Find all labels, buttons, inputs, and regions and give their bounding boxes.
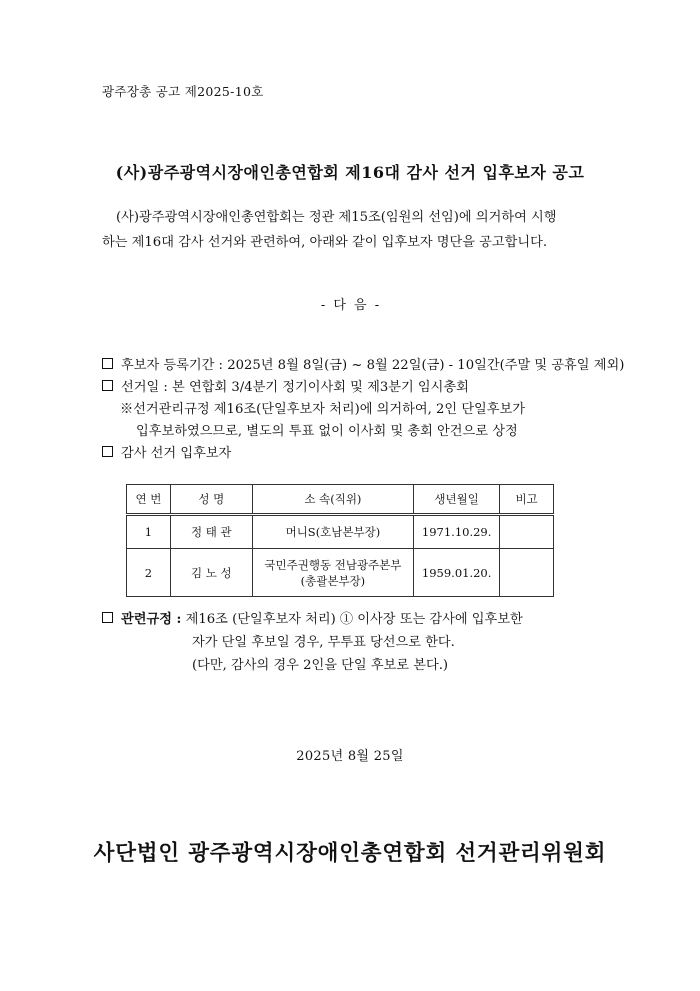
election-day-text: 선거일 : 본 연합회 3/4분기 정기이사회 및 제3분기 임시총회 [121,380,469,395]
rules-label: 관련규정 : [121,612,182,627]
rules-line-1 [102,608,523,631]
section-divider: - 다 음 - [320,298,380,313]
rules-line-2: 자가 단일 후보일 경우, 무투표 당선으로 한다. [192,635,455,650]
candidates-table [126,484,554,597]
square-bullet-icon [102,358,113,369]
table-row [127,549,554,597]
bullet-candidates [102,443,624,465]
related-rules [102,608,523,677]
cell-name: 정 태 관 [170,515,252,549]
square-bullet-icon [102,446,113,457]
announcement-date: 2025년 8월 25일 [296,749,404,764]
header-no: 연 번 [127,485,171,515]
bullet-registration [102,355,624,377]
square-bullet-icon [102,612,113,623]
notice-number: 광주장총 공고 제2025-10호 [102,84,264,99]
cell-affiliation [252,549,414,597]
document-title: (사)광주광역시장애인총연합회 제16대 감사 선거 입후보자 공고 [115,163,585,182]
square-bullet-icon [102,380,113,391]
cell-note [500,515,554,549]
registration-text: 후보자 등록기간 : 2025년 8월 8일(금) ~ 8월 22일(금) - 10일간(주말 및 공휴일 제외) [121,358,625,373]
header-note: 비고 [500,485,554,515]
cell-note [500,549,554,597]
rules-line-3: (다만, 감사의 경우 2인을 단일 후보로 본다.) [192,658,449,673]
header-birth: 생년월일 [414,485,500,515]
intro-line-2: 하는 제16대 감사 선거와 관련하여, 아래와 같이 입후보자 명단을 공고합니다. [102,235,548,250]
bullet-list [102,355,624,465]
cell-affiliation: 머니S(호남본부장) [252,515,414,549]
affiliation-line-1: 국민주권행동 전남광주본부 [264,557,402,572]
cell-no: 1 [127,515,171,549]
issuer-name: 사단법인 광주광역시장애인총연합회 선거관리위원회 [93,841,607,866]
candidates-heading: 감사 선거 입후보자 [121,446,232,461]
affiliation-line-2: (총괄본부장) [300,573,366,588]
cell-birth: 1959.01.20. [414,549,500,597]
rules-text-1: 제16조 (단일후보자 처리) ① 이사장 또는 감사에 입후보한 [185,612,523,627]
cell-birth: 1971.10.29. [414,515,500,549]
note-line-2: 입후보하였으므로, 별도의 투표 없이 이사회 및 총회 안건으로 상정 [136,424,518,439]
cell-no: 2 [127,549,171,597]
bullet-election-day [102,377,624,399]
header-name: 성 명 [170,485,252,515]
note-line-1: ※선거관리규정 제16조(단일후보자 처리)에 의거하여, 2인 단일후보가 [120,402,526,417]
intro-line-1: (사)광주광역시장애인총연합회는 정관 제15조(임원의 선임)에 의거하여 시행 [116,210,557,225]
table-header-row [127,485,554,515]
table-row [127,515,554,549]
cell-name: 김 노 성 [170,549,252,597]
intro-paragraph [102,205,600,255]
header-affiliation: 소 속(직위) [252,485,414,515]
